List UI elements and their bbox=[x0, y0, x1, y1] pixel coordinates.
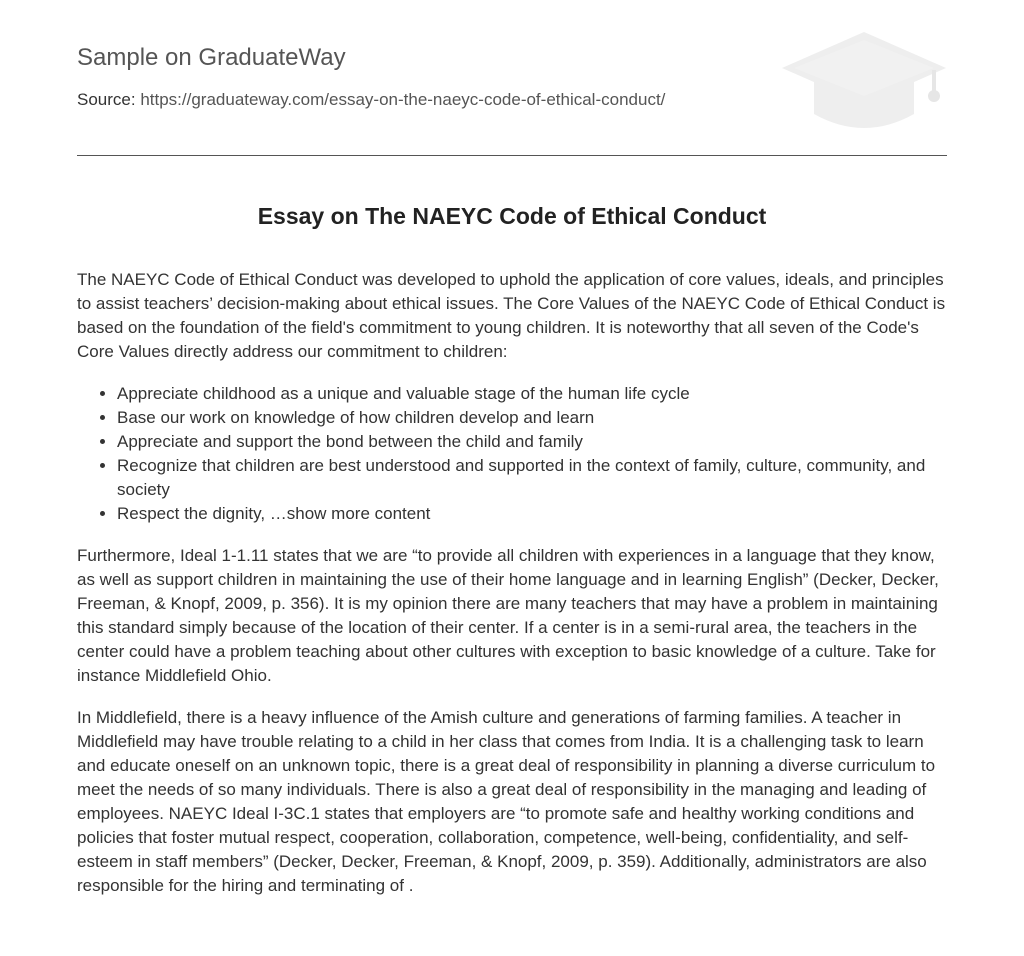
list-item: • Base our work on knowledge of how children develop and learn bbox=[117, 406, 947, 430]
article-title: Essay on The NAEYC Code of Ethical Conduct bbox=[257, 203, 767, 229]
graduation-cap-icon bbox=[780, 30, 948, 134]
list-item: • Appreciate and support the bond between the child and family bbox=[117, 430, 947, 454]
paragraph-ideal-1-1-11: Furthermore, Ideal 1-1.11 states that we are “to provide all children with experiences in a language that they know, as well as support children in maintaining the use of their home language and in learning English” (Decker, Decker, Freeman, & Knopf, 2009, p. 356). It is my opinion there are many teachers that may have a problem in maintaining this standard simply because of the location of their center. If a center is in a semi-rural area, the teachers in the center could have a problem teaching about other cultures with exception to basic knowledge of a culture. Take for instance Middlefield Ohio. bbox=[77, 546, 939, 685]
page-header bbox=[77, 0, 947, 156]
paragraph-intro: The NAEYC Code of Ethical Conduct was developed to uphold the application of core values, ideals, and principles to assist teachers’ decision-making about ethical issues. The Core Values of the NAEYC Code of Ethical Conduct is based on the foundation of the field's commitment to young children. It is noteworthy that all seven of the Code's Core Values directly address our commitment to children: bbox=[77, 270, 946, 361]
list-item: • Appreciate childhood as a unique and valuable stage of the human life cycle bbox=[117, 382, 947, 406]
list-item: • Recognize that children are best understood and supported in the context of family, culture, community, and society bbox=[117, 454, 947, 502]
site-name: Sample on GraduateWay bbox=[77, 44, 346, 71]
source-label: Source: bbox=[77, 90, 136, 109]
header-divider bbox=[77, 155, 947, 156]
core-values-list bbox=[77, 382, 947, 526]
source-line bbox=[77, 90, 665, 110]
list-item: • Respect the dignity, …show more content bbox=[117, 502, 947, 526]
source-link[interactable]: https://graduateway.com/essay-on-the-naeyc-code-of-ethical-conduct/ bbox=[140, 90, 666, 109]
article-body bbox=[77, 268, 947, 916]
paragraph-middlefield: In Middlefield, there is a heavy influence of the Amish culture and generations of farming families. A teacher in Middlefield may have trouble relating to a child in her class that comes from India. It is a challenging task to learn and educate oneself on an unknown topic, there is a great deal of responsibility in planning a diverse curriculum to meet the needs of so many individuals. There is also a great deal of responsibility in the managing and leading of employees. NAEYC Ideal I-3C.1 states that employers are “to promote safe and healthy working conditions and policies that foster mutual respect, cooperation, collaboration, competence, well-being, confidentiality, and self-esteem in staff members” (Decker, Decker, Freeman, & Knopf, 2009, p. 359). Additionally, administrators are also responsible for the hiring and terminating of . bbox=[77, 708, 936, 895]
